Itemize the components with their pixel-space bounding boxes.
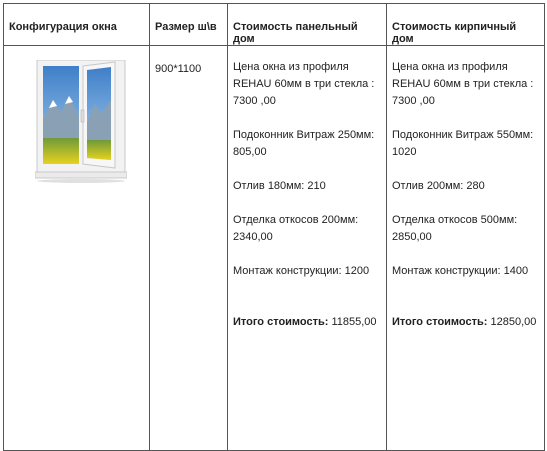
panel-price-cell xyxy=(228,46,387,451)
header-config: Конфигурация окна xyxy=(4,4,150,46)
panel-sill-price: Подоконник Витраж 250мм: 805,00 xyxy=(233,129,375,158)
price-table xyxy=(3,3,545,451)
brick-sill-price: Подоконник Витраж 550мм: 1020 xyxy=(392,129,534,158)
header-row xyxy=(4,4,545,46)
header-size: Размер ш\в xyxy=(150,4,228,46)
brick-price-cell xyxy=(387,46,545,451)
window-image-cell xyxy=(4,46,150,451)
brick-slopes-price: Отделка откосов 500мм: 2850,00 xyxy=(392,214,518,243)
brick-mount-price: Монтаж конструкции: 1400 xyxy=(392,265,529,277)
header-panel-price: Стоимость панельный дом xyxy=(228,4,387,46)
brick-total xyxy=(392,314,540,331)
panel-mount-price: Монтаж конструкции: 1200 xyxy=(233,265,370,277)
panel-total-label: Итого стоимость: xyxy=(233,316,329,328)
size-value: 900*1100 xyxy=(155,63,202,75)
brick-profile-price: Цена окна из профиля REHAU 60мм в три стекла : 7300 ,00 xyxy=(392,61,534,107)
brick-drip-price: Отлив 200мм: 280 xyxy=(392,180,485,192)
panel-slopes-price: Отделка откосов 200мм: 2340,00 xyxy=(233,214,359,243)
panel-total xyxy=(233,314,382,331)
header-brick-price: Стоимость кирпичный дом xyxy=(387,4,545,46)
panel-total-value: 11855,00 xyxy=(328,316,377,328)
brick-total-label: Итого стоимость: xyxy=(392,316,488,328)
size-cell xyxy=(150,46,228,451)
table-row xyxy=(4,46,545,451)
panel-profile-price: Цена окна из профиля REHAU 60мм в три стекла : 7300 ,00 xyxy=(233,61,375,107)
panel-drip-price: Отлив 180мм: 210 xyxy=(233,180,326,192)
brick-total-value: 12850,00 xyxy=(487,316,537,328)
window-picture xyxy=(35,60,127,184)
